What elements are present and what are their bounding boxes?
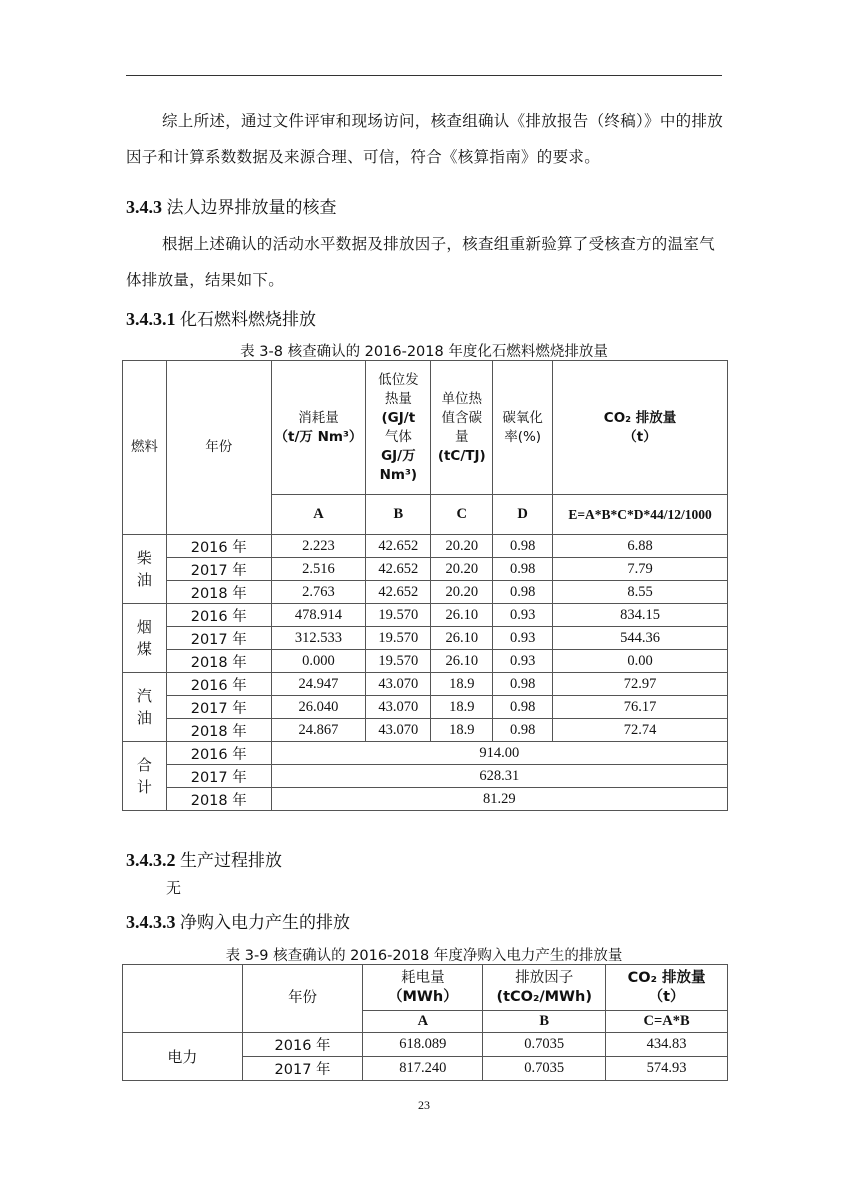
table-row bbox=[123, 604, 728, 627]
table-row bbox=[123, 627, 728, 650]
none-text: 无 bbox=[166, 879, 182, 897]
header-line: 热量 bbox=[384, 390, 412, 407]
table-row bbox=[123, 650, 728, 673]
header-co2 bbox=[553, 361, 728, 495]
cell-year: 2018 年 bbox=[166, 788, 271, 811]
cell-carbon: 20.20 bbox=[431, 558, 493, 581]
fossil-fuel-table-body bbox=[123, 535, 728, 811]
cell-co2: 544.36 bbox=[553, 627, 728, 650]
page-number: 23 bbox=[418, 1098, 430, 1112]
header-fuel: 燃料 bbox=[123, 361, 167, 535]
cell-co2: 834.15 bbox=[553, 604, 728, 627]
header-ncv bbox=[366, 361, 431, 495]
cell-oxidation: 0.98 bbox=[493, 581, 553, 604]
cell-year: 2017 年 bbox=[166, 627, 271, 650]
fossil-fuel-table bbox=[122, 360, 728, 811]
cell-oxidation: 0.98 bbox=[493, 558, 553, 581]
cell-oxidation: 0.98 bbox=[493, 535, 553, 558]
cell-ncv: 19.570 bbox=[366, 604, 431, 627]
fuel-char: 汽 bbox=[136, 687, 152, 705]
header-blank bbox=[123, 965, 243, 1033]
cell-total-label bbox=[123, 742, 167, 811]
cell-year: 2016 年 bbox=[242, 1033, 363, 1057]
table-row bbox=[123, 1033, 728, 1057]
cell-oxidation: 0.93 bbox=[493, 627, 553, 650]
header-line: (tCO₂/MWh) bbox=[496, 988, 592, 1005]
table2-caption: 表 3-9 核查确认的 2016-2018 年度净购入电力产生的排放量 bbox=[225, 948, 623, 964]
fuel-char: 柴 bbox=[136, 549, 152, 567]
header-line: CO₂ 排放量 bbox=[603, 409, 677, 426]
cell-ncv: 42.652 bbox=[366, 581, 431, 604]
cell-co2: 574.93 bbox=[606, 1057, 728, 1081]
cell-consumption: 2.763 bbox=[271, 581, 366, 604]
total-char: 计 bbox=[136, 778, 152, 796]
paragraph-recalc-text: 根据上述确认的活动水平数据及排放因子，核查组重新验算了受核查方的温室气体排放量，结果如下。 bbox=[126, 235, 716, 289]
cell-oxidation: 0.98 bbox=[493, 719, 553, 742]
letter-a: A bbox=[271, 495, 366, 535]
cell-year: 2016 年 bbox=[166, 604, 271, 627]
header-line: 值含碳 bbox=[441, 409, 482, 426]
header-line: 单位热 bbox=[441, 390, 482, 407]
cell-year: 2017 年 bbox=[242, 1057, 363, 1081]
letter-e-formula: E=A*B*C*D*44/12/1000 bbox=[553, 495, 728, 535]
paragraph-summary-text: 综上所述，通过文件评审和现场访问，核查组确认《排放报告（终稿）》中的排放因子和计算系数数据及来源合理、可信，符合《核算指南》的要求。 bbox=[126, 112, 724, 166]
cell-carbon: 18.9 bbox=[431, 719, 493, 742]
cell-ncv: 42.652 bbox=[366, 558, 431, 581]
cell-fuel bbox=[123, 673, 167, 742]
cell-year: 2017 年 bbox=[166, 558, 271, 581]
section-heading-3-4-3-1 bbox=[126, 305, 316, 330]
header-line: （t/万 Nm³） bbox=[274, 428, 363, 445]
table-row-total bbox=[123, 742, 728, 765]
header-line: Nm³) bbox=[379, 466, 418, 483]
header-line: （MWh） bbox=[387, 988, 458, 1005]
table-row-total bbox=[123, 765, 728, 788]
cell-carbon: 20.20 bbox=[431, 581, 493, 604]
header-line: 率(%) bbox=[504, 428, 542, 445]
header-consumption bbox=[271, 361, 366, 495]
total-char: 合 bbox=[136, 756, 152, 774]
cell-total-value: 628.31 bbox=[271, 765, 727, 788]
header-co2 bbox=[606, 965, 728, 1011]
table-row bbox=[123, 581, 728, 604]
cell-co2: 434.83 bbox=[606, 1033, 728, 1057]
header-year: 年份 bbox=[242, 965, 363, 1033]
letter-b: B bbox=[483, 1011, 606, 1033]
cell-total-value: 81.29 bbox=[271, 788, 727, 811]
fuel-char: 烟 bbox=[136, 618, 152, 636]
section-heading-3-4-3-2 bbox=[126, 846, 282, 871]
fuel-char: 油 bbox=[136, 571, 152, 589]
cell-ncv: 43.070 bbox=[366, 719, 431, 742]
header-line: 耗电量 bbox=[401, 969, 445, 986]
header-line: (GJ/t bbox=[381, 409, 416, 426]
letter-c: C bbox=[431, 495, 493, 535]
cell-co2: 72.74 bbox=[553, 719, 728, 742]
cell-consumption: 2.516 bbox=[271, 558, 366, 581]
table-row bbox=[123, 673, 728, 696]
cell-fuel bbox=[123, 535, 167, 604]
section-title: 化石燃料燃烧排放 bbox=[180, 310, 316, 330]
table1-caption: 表 3-8 核查确认的 2016-2018 年度化石燃料燃烧排放量 bbox=[240, 344, 608, 360]
cell-co2: 0.00 bbox=[553, 650, 728, 673]
section-number: 3.4.3.3 bbox=[126, 912, 176, 932]
fuel-char: 煤 bbox=[136, 640, 152, 658]
cell-carbon: 26.10 bbox=[431, 650, 493, 673]
section-heading-3-4-3-3 bbox=[126, 908, 350, 933]
header-line: 排放因子 bbox=[515, 969, 574, 986]
table-row bbox=[123, 558, 728, 581]
section-title: 净购入电力产生的排放 bbox=[180, 913, 350, 933]
header-year: 年份 bbox=[166, 361, 271, 535]
cell-consumption: 24.867 bbox=[271, 719, 366, 742]
cell-year: 2018 年 bbox=[166, 719, 271, 742]
cell-year: 2016 年 bbox=[166, 535, 271, 558]
header-line: 量 bbox=[455, 428, 469, 445]
cell-carbon: 18.9 bbox=[431, 673, 493, 696]
cell-consumption: 26.040 bbox=[271, 696, 366, 719]
table-row-total bbox=[123, 788, 728, 811]
cell-carbon: 18.9 bbox=[431, 696, 493, 719]
cell-year: 2018 年 bbox=[166, 581, 271, 604]
letter-d: D bbox=[493, 495, 553, 535]
header-line: 消耗量 bbox=[298, 409, 339, 426]
cell-year: 2016 年 bbox=[166, 742, 271, 765]
cell-co2: 72.97 bbox=[553, 673, 728, 696]
header-line: 碳氧化 bbox=[502, 409, 543, 426]
section-title: 生产过程排放 bbox=[180, 851, 282, 871]
letter-b: B bbox=[366, 495, 431, 535]
cell-carbon: 20.20 bbox=[431, 535, 493, 558]
letter-a: A bbox=[363, 1011, 483, 1033]
cell-ncv: 19.570 bbox=[366, 650, 431, 673]
cell-carbon: 26.10 bbox=[431, 627, 493, 650]
cell-year: 2017 年 bbox=[166, 765, 271, 788]
table-row bbox=[123, 719, 728, 742]
cell-electricity: 817.240 bbox=[363, 1057, 483, 1081]
cell-consumption: 478.914 bbox=[271, 604, 366, 627]
cell-oxidation: 0.98 bbox=[493, 673, 553, 696]
paragraph-none bbox=[126, 870, 726, 906]
cell-consumption: 24.947 bbox=[271, 673, 366, 696]
cell-ncv: 43.070 bbox=[366, 673, 431, 696]
header-emission-factor bbox=[483, 965, 606, 1011]
cell-co2: 6.88 bbox=[553, 535, 728, 558]
section-title: 法人边界排放量的核查 bbox=[166, 198, 337, 218]
cell-consumption: 312.533 bbox=[271, 627, 366, 650]
header-line: CO₂ 排放量 bbox=[627, 969, 706, 986]
section-number: 3.4.3.1 bbox=[126, 309, 176, 329]
cell-ncv: 43.070 bbox=[366, 696, 431, 719]
section-number: 3.4.3.2 bbox=[126, 850, 176, 870]
electricity-table bbox=[122, 964, 728, 1081]
cell-factor: 0.7035 bbox=[483, 1033, 606, 1057]
cell-consumption: 2.223 bbox=[271, 535, 366, 558]
cell-co2: 7.79 bbox=[553, 558, 728, 581]
header-electricity bbox=[363, 965, 483, 1011]
section-number: 3.4.3 bbox=[126, 197, 162, 217]
letter-c-formula: C=A*B bbox=[606, 1011, 728, 1033]
cell-year: 2016 年 bbox=[166, 673, 271, 696]
table-row bbox=[123, 696, 728, 719]
header-line: 气体 bbox=[384, 428, 412, 445]
fuel-char: 油 bbox=[136, 709, 152, 727]
header-line: (tC/TJ) bbox=[437, 447, 486, 464]
cell-year: 2017 年 bbox=[166, 696, 271, 719]
label-electricity: 电力 bbox=[123, 1033, 243, 1081]
cell-fuel bbox=[123, 604, 167, 673]
cell-total-value: 914.00 bbox=[271, 742, 727, 765]
cell-oxidation: 0.93 bbox=[493, 650, 553, 673]
header-carbon-content bbox=[431, 361, 493, 495]
cell-consumption: 0.000 bbox=[271, 650, 366, 673]
header-line: GJ/万 bbox=[381, 447, 416, 464]
table-row bbox=[123, 535, 728, 558]
section-heading-3-4-3 bbox=[126, 193, 337, 218]
header-line: 低位发 bbox=[378, 371, 419, 388]
cell-co2: 76.17 bbox=[553, 696, 728, 719]
cell-ncv: 19.570 bbox=[366, 627, 431, 650]
paragraph-recalc bbox=[126, 226, 726, 298]
cell-co2: 8.55 bbox=[553, 581, 728, 604]
header-oxidation-rate bbox=[493, 361, 553, 495]
header-line: （t） bbox=[648, 988, 685, 1005]
cell-carbon: 26.10 bbox=[431, 604, 493, 627]
cell-electricity: 618.089 bbox=[363, 1033, 483, 1057]
cell-oxidation: 0.93 bbox=[493, 604, 553, 627]
paragraph-summary bbox=[126, 103, 726, 175]
cell-factor: 0.7035 bbox=[483, 1057, 606, 1081]
cell-oxidation: 0.98 bbox=[493, 696, 553, 719]
cell-ncv: 42.652 bbox=[366, 535, 431, 558]
cell-year: 2018 年 bbox=[166, 650, 271, 673]
header-rule bbox=[126, 75, 722, 76]
header-line: （t） bbox=[623, 428, 657, 445]
